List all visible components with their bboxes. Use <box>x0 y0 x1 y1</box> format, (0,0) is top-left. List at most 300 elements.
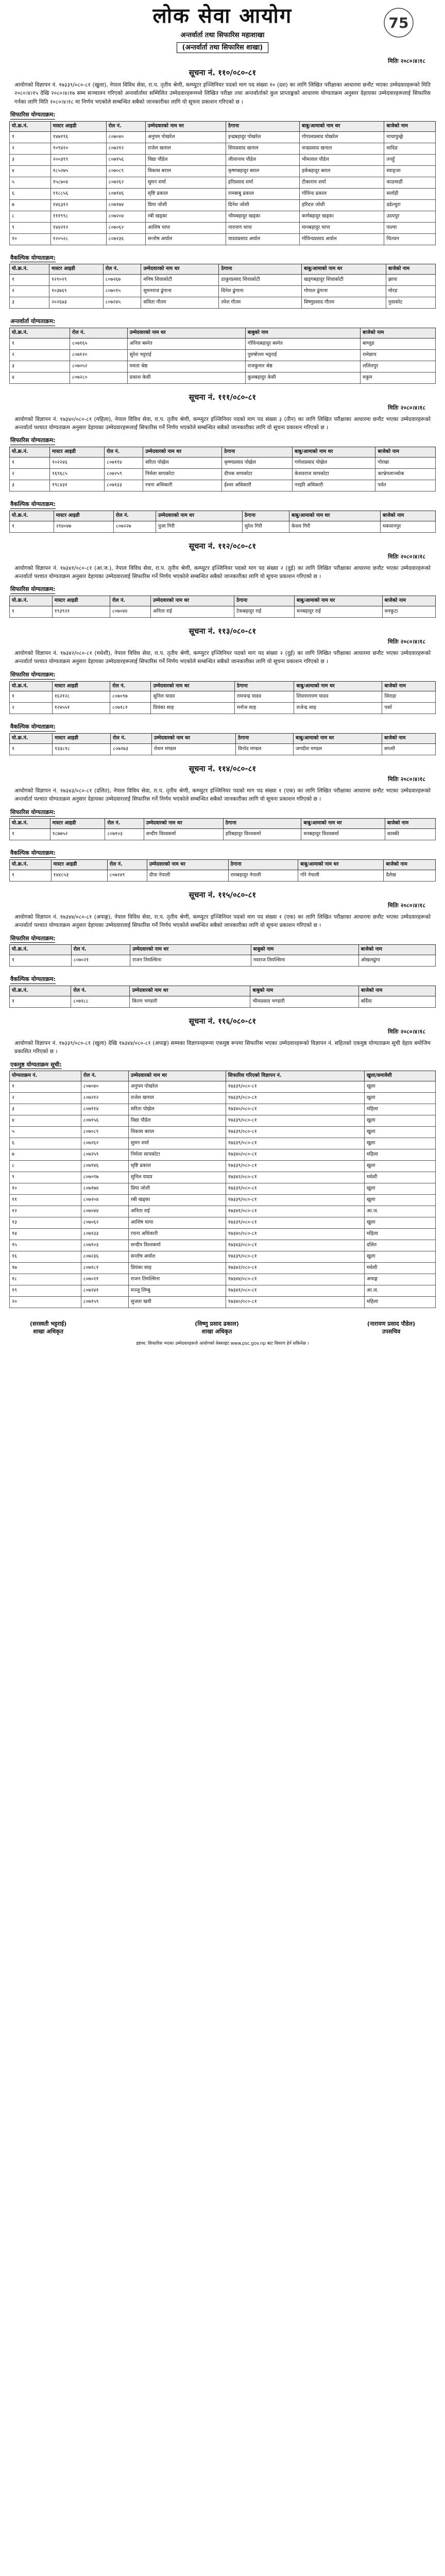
table-cell: ३ <box>10 154 51 165</box>
table-cell: महिला <box>364 1297 435 1308</box>
table-cell: ९ <box>10 222 51 233</box>
column-header: रोल नं. <box>103 264 141 275</box>
table-row <box>10 222 436 233</box>
table-block <box>9 974 436 1008</box>
table-row <box>10 1229 436 1240</box>
table-cell: १० <box>10 1183 81 1195</box>
table-cell: हरिदत्त जोशी <box>300 199 384 211</box>
table-cell: १७३३९/०८०-८१ <box>226 1251 364 1263</box>
table-cell: ८०७१२० <box>70 349 127 361</box>
column-header: यो.क्र.नं. <box>10 328 70 338</box>
table-cell: राजेश खनाल <box>145 143 226 154</box>
table-cell: १२०५२८ <box>50 233 106 245</box>
table-row <box>10 469 436 480</box>
column-header: यो.क्र.नं. <box>10 860 52 870</box>
column-header: ठेगाना <box>234 596 295 606</box>
table-row <box>10 1217 436 1229</box>
table-cell: ८०७१६५ <box>70 338 127 349</box>
table-cell: सन्तोष अर्याल <box>145 233 226 245</box>
table-cell: १९८४३१ <box>50 480 105 492</box>
table-cell: १११९९८ <box>50 211 106 222</box>
table-cell: ८०७०४४ <box>110 606 150 618</box>
table-cell: ७ <box>10 199 51 211</box>
table-cell: स्याङ्जा <box>384 165 436 177</box>
column-header: रोल नं. <box>113 511 156 521</box>
table-cell: अनिल बस्नेत <box>127 338 245 349</box>
column-header: योग्यताक्रम नं. <box>10 1071 81 1081</box>
table-cell: ८०७२४५ <box>103 297 141 309</box>
table-row <box>10 154 436 165</box>
table-row <box>10 211 436 222</box>
table-cell: १९ <box>10 1285 81 1297</box>
table-cell: ८०७१४६ <box>106 188 145 199</box>
table-cell: ईश्वर अधिकारी <box>222 480 293 492</box>
column-header: उम्मेदवारको नाम थर <box>143 447 221 457</box>
table-row <box>10 1081 436 1093</box>
table-row <box>10 480 436 492</box>
table-cell: १७३३९/०८०-८१ <box>226 1138 364 1149</box>
table-row <box>10 457 436 469</box>
table-cell: सविता गौतम <box>141 297 219 309</box>
table-cell: १ <box>10 131 51 143</box>
column-header: बाजेको नाम <box>382 734 435 744</box>
column-header: रोल नं. <box>111 734 152 744</box>
table-cell: १७३३९/०८०-८१ <box>226 1127 364 1138</box>
column-header: उम्मेदवारको नाम थर <box>141 264 219 275</box>
column-header: बाजेको नाम <box>382 681 436 691</box>
table-cell: सन्दीप विश्वकर्मा <box>128 1240 226 1251</box>
column-header: मास्टर आइडी <box>53 734 111 744</box>
table-cell: १ <box>10 955 72 967</box>
table-row <box>10 177 436 188</box>
table-cell: ८०७२२७ <box>113 521 156 532</box>
column-header: ठेगाना <box>234 681 294 691</box>
table-cell: राजन तिमल्सिना <box>130 955 251 967</box>
table-cell: १७३३९/०८०-८१ <box>226 1161 364 1172</box>
table-cell: १३ <box>10 1217 81 1229</box>
signatory-role: शाखा अधिकृत <box>33 1328 63 1335</box>
table-cell: ८०७०८९ <box>106 165 145 177</box>
notice-date: मितिः २०८०।४।१८ <box>388 404 425 412</box>
table-cell: ८०७२७३ <box>111 744 152 755</box>
table-cell: विकास बराल <box>128 1127 226 1138</box>
column-header: मास्टर आइडी <box>54 511 113 521</box>
table-cell: १७३३९/०८०-८१ <box>226 1081 364 1093</box>
table-cell: आ.ज. <box>364 1206 435 1217</box>
column-header: यो.क्र.नं. <box>10 681 53 691</box>
table-row <box>10 521 436 532</box>
table-cell: १ <box>10 338 70 349</box>
table-row <box>10 829 436 840</box>
table-cell: १ <box>10 457 50 469</box>
table-cell: सुजता खत्री <box>128 1297 226 1308</box>
table-cell: ८०७१४६ <box>81 1161 128 1172</box>
table-cell: प्रिया जोशी <box>128 1183 226 1195</box>
column-header: बाबु/आमाको नाम थर <box>302 264 386 275</box>
table-cell: सुमनराज ढुंगाना <box>141 286 219 297</box>
logo-text: 75 <box>388 14 409 31</box>
table-cell: दिनेश जोशी <box>226 199 300 211</box>
table-cell: प्रिया जोशी <box>145 199 226 211</box>
table-cell: हरिबहादुर विश्वकर्मा <box>223 829 301 840</box>
table-cell: १०३७६९ <box>49 286 104 297</box>
section-title: वैकल्पिक योग्यताक्रम: <box>10 723 56 732</box>
table-cell: ८०७०४० <box>106 131 145 143</box>
table-cell: चितवन <box>384 233 436 245</box>
table-cell: नवराज तिमल्सिना <box>251 955 358 967</box>
column-header: उम्मेदवारको नाम थर <box>130 945 251 955</box>
table-cell: खुला <box>364 1161 435 1172</box>
column-header: बाजेको नाम <box>386 264 435 275</box>
table-block <box>9 435 436 492</box>
table-row <box>10 1297 436 1308</box>
table-cell: दीपक सापकोटा <box>222 469 293 480</box>
table-cell: खुला <box>364 1093 435 1104</box>
section-title: वैकल्पिक योग्यताक्रम: <box>10 501 56 509</box>
table-cell: ३ <box>10 1104 81 1115</box>
table-cell: खड्गबहादुर शिवाकोटी <box>302 275 386 286</box>
table-cell: सुमन शर्मा <box>145 177 226 188</box>
table-cell: १२ <box>10 1206 81 1217</box>
section-title: सिफारिस योग्यताक्रम: <box>10 111 55 120</box>
table-cell: ३ <box>10 361 70 372</box>
column-header: बाबु/आमाको नाम थर <box>298 860 384 870</box>
table-cell: रामबहादुर नेपाली <box>228 870 298 881</box>
table-cell: हरिप्रसाद शर्मा <box>226 177 300 188</box>
column-header: उम्मेदवारको नाम थर <box>130 986 250 996</box>
table-cell: आ.ज. <box>364 1285 435 1297</box>
table-cell: धनबहादुर विश्वकर्मा <box>301 829 385 840</box>
table-cell: दीपा नेपाली <box>147 870 228 881</box>
table-cell: सिराहा <box>382 691 436 703</box>
table-cell: टेकबहादुर राई <box>234 606 295 618</box>
table-cell: उदयपुर <box>384 211 436 222</box>
table-cell: ८०७२४१ <box>81 1285 128 1297</box>
table-cell: खुला <box>364 1127 435 1138</box>
notice-body: आयोगको विज्ञापन नं. १७३३९/०८०-८१ (खुला), नेपाल विविध सेवा, रा.प. तृतीय श्रेणी, कम्प्युटर इञ्जिनियर पदको माग पद संख्या १० (दश) का लागि लिखित परीक्षाका आधारमा छनौट भएका उम्मेदवारहरूको मिति २०८०।४।१५ देखि २०८०।४।१७ सम्म सञ्चालन गरिएको अन्तर्वार्तामा सम्मिलित उम्मेदवारहरूमध्ये लिखित परीक्षा तथा अन्तर्वार्ताको कुल प्राप्ताङ्कको आधारमा योग्यताक्रम अनुसार देहायका उम्मेदवारहरूलाई सिफारिस गर्नका लागि मिति २०८०।४।१८ मा निर्णय भएकोले सम्बन्धित सबैको जानकारीका लागि यो सूचना प्रकाशन गरिएको छ । <box>14 82 431 105</box>
column-header: बाबुको नाम <box>250 986 359 996</box>
signatory-role: उपसचिव <box>382 1328 401 1335</box>
recommend-table <box>9 944 436 967</box>
column-header: ठेगाना <box>219 264 302 275</box>
table-cell: १ <box>10 996 71 1007</box>
table-cell: काठमाडौं <box>384 177 436 188</box>
table-cell: १५ <box>10 1240 81 1251</box>
table-block <box>9 933 436 967</box>
table-cell: हर्कबहादुर बराल <box>300 165 384 177</box>
column-header: उम्मेदवारको नाम थर <box>156 511 242 521</box>
table-row <box>10 996 436 1007</box>
table-cell: १२४५५१ <box>52 703 110 714</box>
recommend-table <box>9 596 436 618</box>
column-header: ठेगाना <box>222 447 293 457</box>
table-cell: सन्दीप विश्वकर्मा <box>144 829 223 840</box>
footer-note: द्रष्टव्य: सिफारिस भएका उम्मेदवारहरूले आयोगको वेबसाइट www.psc.gov.np बाट विवरण हेर्न सकिनेछ । <box>136 1341 309 1346</box>
column-header: रोल नं. <box>107 860 147 870</box>
column-header: बाजेको नाम <box>358 945 435 955</box>
table-cell: ४ <box>10 372 70 383</box>
table-cell: १ <box>10 829 50 840</box>
table-cell: ८०७१५९ <box>81 1297 128 1308</box>
column-header: मास्टर आइडी <box>49 264 104 275</box>
table-cell: पर्सा <box>382 703 436 714</box>
table-cell: राजन तिमल्सिना <box>128 1274 226 1285</box>
table-header-row <box>10 986 436 996</box>
table-cell: ३ <box>10 297 49 309</box>
table-cell: ८०७०९७ <box>110 691 151 703</box>
column-header: उम्मेदवारको नाम थर <box>151 596 234 606</box>
table-cell: खुला <box>364 1115 435 1127</box>
table-cell: सुनिल यादव <box>151 691 234 703</box>
table-row <box>10 1115 436 1127</box>
table-row <box>10 1127 436 1138</box>
column-header: बाजेको नाम <box>385 819 435 829</box>
table-row <box>10 1172 436 1183</box>
section-title: वैकल्पिक योग्यताक्रम: <box>10 850 56 858</box>
table-cell: २ <box>10 469 50 480</box>
alternate-table <box>9 986 436 1008</box>
table-header-row <box>10 447 436 457</box>
column-header: उम्मेदवारको नाम थर <box>151 681 234 691</box>
table-cell: आशिष थापा <box>145 222 226 233</box>
table-cell: अनिता राई <box>151 606 234 618</box>
table-block <box>9 252 436 309</box>
table-cell: १०९४२० <box>50 143 106 154</box>
table-cell: विकास बराल <box>145 165 226 177</box>
table-row <box>10 349 436 361</box>
table-row <box>10 361 436 372</box>
table-cell: ८०७१८१ <box>110 703 151 714</box>
column-header: मास्टर आइडी <box>52 596 110 606</box>
table-cell: रबी खड्का <box>128 1195 226 1206</box>
table-cell: १७३४०/०८०-८१ <box>226 1104 364 1115</box>
table-cell: २ <box>10 143 51 154</box>
table-cell: यादवप्रसाद अर्याल <box>226 233 300 245</box>
table-cell: २० <box>10 1297 81 1308</box>
table-cell: १८ <box>10 1274 81 1285</box>
table-cell: १४४२१२ <box>50 222 106 233</box>
notice-title: सूचना नं. ११५/०८०-८१ <box>189 890 256 900</box>
table-cell: गोरखा <box>375 457 436 469</box>
column-header: खुला/समावेशी <box>364 1071 435 1081</box>
table-cell: २ <box>10 1093 81 1104</box>
table-header-row <box>10 860 436 870</box>
table-cell: भीमलाल पौडेल <box>300 154 384 165</box>
table-row <box>10 691 436 703</box>
column-header: यो.क्र.नं. <box>10 945 72 955</box>
column-header: उम्मेदवारको नाम थर <box>127 328 245 338</box>
table-cell: १२१०२९ <box>49 275 104 286</box>
table-cell: ८०७१७४ <box>106 199 145 211</box>
table-header-row <box>10 734 436 744</box>
table-cell: अनुपम पोखरेल <box>145 131 226 143</box>
table-cell: ६ <box>10 188 51 199</box>
table-cell: इन्द्रबहादुर पोखरेल <box>226 131 300 143</box>
table-cell: २ <box>10 349 70 361</box>
column-header: उम्मेदवारको नाम थर <box>144 819 223 829</box>
table-row <box>10 955 436 967</box>
table-cell: मधेशी <box>364 1172 435 1183</box>
table-cell: २००३९९ <box>50 154 106 165</box>
section-title: एकमुष्ठ योग्यताक्रम सूची: <box>10 1061 62 1070</box>
table-cell: भीमप्रसाद भण्डारी <box>250 996 359 1007</box>
table-cell: महिला <box>364 1104 435 1115</box>
table-cell: रुकुम <box>361 372 436 383</box>
table-cell: खुला <box>364 1195 435 1206</box>
table-block <box>9 848 436 882</box>
column-header: बाजेको नाम <box>384 860 436 870</box>
table-cell: २१४०४७ <box>54 521 113 532</box>
column-header: रोल नं. <box>105 447 143 457</box>
column-header: बाजेको नाम <box>358 986 435 996</box>
table-row <box>10 1093 436 1104</box>
table-cell: माचापुच्छ्रे <box>384 131 436 143</box>
table-cell: निर्मला सापकोटा <box>128 1149 226 1161</box>
table-cell: केशव गिरी <box>289 521 381 532</box>
table-cell: धादिङ <box>384 143 436 154</box>
table-cell: अनुपम पोखरेल <box>128 1081 226 1093</box>
table-cell: १४ <box>10 1229 81 1240</box>
table-block <box>9 807 436 841</box>
column-header: उम्मेदवारको नाम थर <box>145 121 226 131</box>
table-cell: ठाकुरप्रसाद शिवाकोटी <box>219 275 302 286</box>
table-cell: १ <box>10 275 49 286</box>
alternate-table <box>9 511 436 533</box>
table-block <box>9 316 436 384</box>
table-cell: सुमन शर्मा <box>128 1138 226 1149</box>
table-cell: जगदीश मण्डल <box>294 744 382 755</box>
table-cell: ८०७१०३ <box>81 1240 128 1251</box>
column-header: मास्टर आइडी <box>51 860 107 870</box>
column-header: रोल नं. <box>71 986 130 996</box>
table-cell: कास्की <box>385 829 435 840</box>
table-cell: सरिता पोख्रेल <box>143 457 221 469</box>
table-cell: ८०७०१५ <box>103 286 141 297</box>
column-header: बाबु/आमाको नाम थर <box>294 734 382 744</box>
table-row <box>10 1195 436 1206</box>
table-cell: ८०७०९७ <box>81 1172 128 1183</box>
table-cell: ४ <box>10 1115 81 1127</box>
notice-title: सूचना नं. ११६/०८०-८१ <box>189 1016 256 1026</box>
table-cell: सन्तोष अर्याल <box>128 1251 226 1263</box>
table-cell: पुजा गिरी <box>156 521 242 532</box>
division-name: अन्तर्वार्ता तथा सिफारिस महाशाखा <box>180 31 265 39</box>
column-header: बाजेको नाम <box>382 596 435 606</box>
table-row <box>10 1206 436 1217</box>
table-cell: १ <box>10 521 54 532</box>
table-cell: १७३३९/०८०-८१ <box>226 1195 364 1206</box>
table-cell: सुरेश गिरी <box>242 521 289 532</box>
alternate-table <box>9 733 436 755</box>
table-cell: विनोद मण्डल <box>236 744 294 755</box>
table-cell: ६ <box>10 1138 81 1149</box>
table-row <box>10 233 436 245</box>
table-cell: राजकुमार श्रेष्ठ <box>245 361 360 372</box>
table-header-row <box>10 328 436 338</box>
table-cell: १७३४३/०८०-८१ <box>226 1240 364 1251</box>
table-cell: ५ <box>10 1127 81 1138</box>
column-header: रोल नं. <box>106 121 145 131</box>
table-row <box>10 165 436 177</box>
table-cell: धनबहादुर राई <box>294 606 382 618</box>
table-cell: बर्दिया <box>358 996 435 1007</box>
table-cell: ८ <box>10 1161 81 1172</box>
table-cell: १ <box>10 691 53 703</box>
table-cell: नरहरि अधिकारी <box>293 480 375 492</box>
table-cell: सृष्टि ढकाल <box>128 1161 226 1172</box>
table-cell: काभ्रेपलाञ्चोक <box>375 469 436 480</box>
table-cell: डडेल्धुरा <box>384 199 436 211</box>
table-cell: गोपाल ढुंगाना <box>302 286 386 297</box>
column-header: यो.क्र.नं. <box>10 819 50 829</box>
table-cell: ४ <box>10 165 51 177</box>
table-cell: १७ <box>10 1263 81 1274</box>
section-title: सिफारिस योग्यताक्रम: <box>10 809 55 817</box>
table-cell: प्रियंका साह <box>151 703 234 714</box>
column-header: बाजेको नाम <box>375 447 436 457</box>
table-cell: ८०७२१२ <box>81 1093 128 1104</box>
table-cell: १७३३९/०८०-८१ <box>226 1183 364 1195</box>
table-row <box>10 297 436 309</box>
table-cell: ललितपुर <box>361 361 436 372</box>
column-header: यो.क्र.नं. <box>10 986 71 996</box>
column-header: रोल नं. <box>71 945 130 955</box>
notice-date: मितिः २०८०।४।१८ <box>388 902 425 909</box>
table-header-row <box>10 681 436 691</box>
notice-title: सूचना नं. ११३/०८०-८१ <box>189 626 256 636</box>
table-cell: पर्वत <box>375 480 436 492</box>
page-title: लोक सेवा आयोग <box>152 4 293 28</box>
table-cell: ११८८५६ <box>50 188 106 199</box>
table-cell: विद्या पौडेल <box>128 1115 226 1127</box>
column-header: मास्टर आइडी <box>50 819 105 829</box>
table-cell: शिवप्रसाद खनाल <box>226 143 300 154</box>
notice-date: मितिः २०८०।४।१८ <box>388 776 425 783</box>
table-cell: भीमबहादुर खड्का <box>226 211 300 222</box>
column-header: रोल नं. <box>110 596 150 606</box>
table-row <box>10 143 436 154</box>
table-cell: ८०७०४० <box>81 1081 128 1093</box>
table-cell: ८०७२५९ <box>105 469 143 480</box>
section-title: सिफारिस योग्यताक्रम: <box>10 586 55 594</box>
table-row <box>10 744 436 755</box>
table-cell: १० <box>10 233 51 245</box>
notice-body: आयोगको विज्ञापन नं. १७३४४/०८०-८१ (अपाङ्ग), नेपाल विविध सेवा, रा.प. तृतीय श्रेणी, कम्प्युटर इञ्जिनियर पदको माग पद संख्या १ (एक) का लागि लिखित परीक्षाका आधारमा छनौट भएका उम्मेदवारहरूको अन्तर्वार्ता पश्चात योग्यताक्रम अनुसार देहायका उम्मेदवारलाई सिफारिस गर्ने निर्णय भएकोले सम्बन्धित सबैको जानकारीका लागि यो सूचना प्रकाशन गरिएको छ । <box>14 914 431 929</box>
table-cell: दलित <box>364 1240 435 1251</box>
table-row <box>10 870 436 881</box>
table-cell: १७३४१/०८०-८१ <box>226 1206 364 1217</box>
table-block <box>9 499 436 533</box>
notice-title: सूचना नं. १११/०८०-८१ <box>189 392 256 402</box>
table-cell: १ <box>10 606 53 618</box>
table-cell: ८०७२६२ <box>81 1138 128 1149</box>
table-header-row <box>10 264 436 275</box>
table-cell: गोविन्दबहादुर बस्नेत <box>245 338 360 349</box>
table-cell: राजेन्द्र साह <box>294 703 382 714</box>
table-cell: ८ <box>10 211 51 222</box>
table-row <box>10 703 436 714</box>
table-cell: रामचन्द्र यादव <box>234 691 294 703</box>
table-row <box>10 199 436 211</box>
table-cell: नुवाकोट <box>386 297 435 309</box>
table-cell: सर्लाही <box>384 188 436 199</box>
table-row <box>10 1161 436 1172</box>
table-cell: १४७१९६ <box>50 131 106 143</box>
notice-body: आयोगको विज्ञापन नं. १७३४३/०८०-८१ (दलित), नेपाल विविध सेवा, रा.प. तृतीय श्रेणी, कम्प्युटर इञ्जिनियर पदको माग पद संख्या १ (एक) का लागि लिखित परीक्षाका आधारमा छनौट भएका उम्मेदवारहरूको अन्तर्वार्ता पश्चात योग्यताक्रम अनुसार देहायका उम्मेदवारलाई सिफारिस गर्ने निर्णय भएकोले सम्बन्धित सबैको जानकारीका लागि यो सूचना प्रकाशन गरिएको छ । <box>14 788 431 803</box>
table-row <box>10 1274 436 1285</box>
table-cell: मनोज साह <box>234 703 294 714</box>
table-block <box>9 109 436 245</box>
